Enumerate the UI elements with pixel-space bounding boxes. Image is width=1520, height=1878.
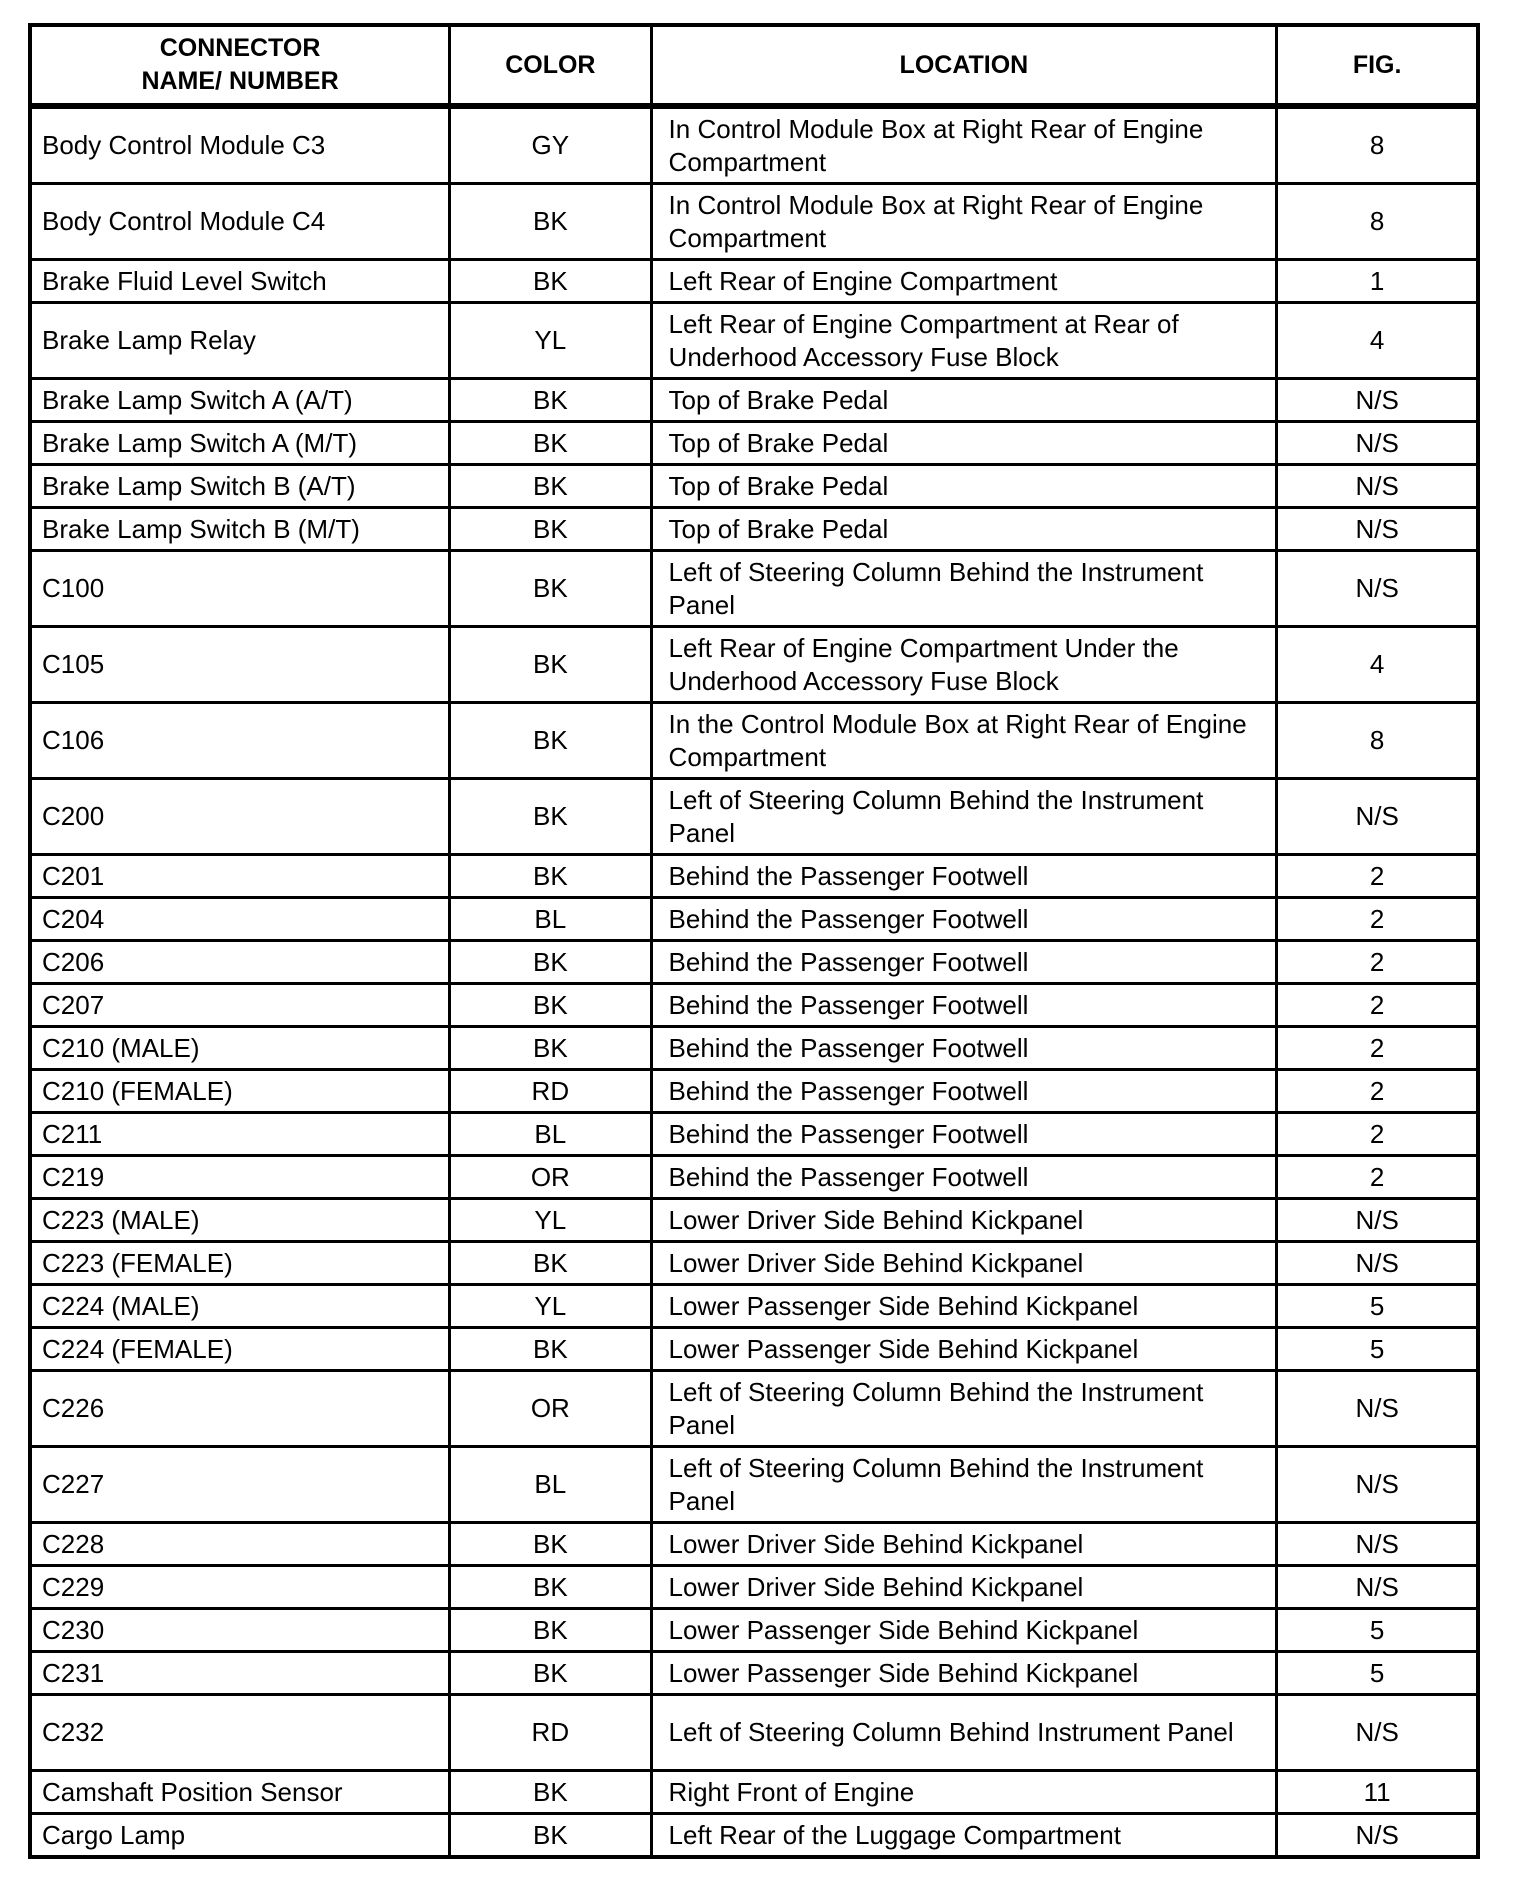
location-cell: Lower Passenger Side Behind Kickpanel: [651, 1285, 1277, 1328]
connector-name-cell: C106: [30, 703, 450, 779]
location-cell: Behind the Passenger Footwell: [651, 855, 1277, 898]
fig-cell: 8: [1277, 703, 1478, 779]
fig-cell: 2: [1277, 1070, 1478, 1113]
fig-cell: N/S: [1277, 465, 1478, 508]
location-cell: Lower Passenger Side Behind Kickpanel: [651, 1328, 1277, 1371]
connector-name-cell: C231: [30, 1652, 450, 1695]
location-cell: Top of Brake Pedal: [651, 508, 1277, 551]
table-row: [30, 184, 1478, 260]
location-cell: Behind the Passenger Footwell: [651, 1156, 1277, 1199]
table-row: [30, 260, 1478, 303]
connector-name-cell: C228: [30, 1523, 450, 1566]
fig-cell: 1: [1277, 260, 1478, 303]
location-cell: Right Front of Engine: [651, 1771, 1277, 1814]
fig-cell: N/S: [1277, 779, 1478, 855]
color-cell: BK: [450, 984, 651, 1027]
color-cell: BK: [450, 1814, 651, 1858]
fig-cell: N/S: [1277, 1242, 1478, 1285]
color-cell: BK: [450, 1027, 651, 1070]
connector-name-cell: C232: [30, 1695, 450, 1771]
location-cell: Behind the Passenger Footwell: [651, 984, 1277, 1027]
color-cell: BK: [450, 379, 651, 422]
fig-cell: 2: [1277, 1156, 1478, 1199]
location-cell: Behind the Passenger Footwell: [651, 898, 1277, 941]
connector-name-cell: Cargo Lamp: [30, 1814, 450, 1858]
location-cell: Lower Passenger Side Behind Kickpanel: [651, 1652, 1277, 1695]
color-cell: YL: [450, 1285, 651, 1328]
fig-cell: 5: [1277, 1652, 1478, 1695]
location-cell: Behind the Passenger Footwell: [651, 1027, 1277, 1070]
color-cell: BK: [450, 508, 651, 551]
color-cell: BK: [450, 1771, 651, 1814]
table-row: [30, 1242, 1478, 1285]
fig-cell: N/S: [1277, 1695, 1478, 1771]
color-cell: BK: [450, 422, 651, 465]
table-row: [30, 1070, 1478, 1113]
connector-name-cell: C200: [30, 779, 450, 855]
color-cell: GY: [450, 106, 651, 184]
header-fig: FIG.: [1277, 25, 1478, 106]
fig-cell: 2: [1277, 855, 1478, 898]
fig-cell: 2: [1277, 1113, 1478, 1156]
connector-name-cell: C224 (FEMALE): [30, 1328, 450, 1371]
connector-name-cell: Brake Lamp Switch B (A/T): [30, 465, 450, 508]
location-cell: Lower Passenger Side Behind Kickpanel: [651, 1609, 1277, 1652]
table-row: [30, 627, 1478, 703]
connector-name-cell: C230: [30, 1609, 450, 1652]
connector-name-cell: C219: [30, 1156, 450, 1199]
connector-name-cell: C207: [30, 984, 450, 1027]
connector-name-cell: C210 (FEMALE): [30, 1070, 450, 1113]
connector-name-cell: Brake Lamp Relay: [30, 303, 450, 379]
fig-cell: 2: [1277, 984, 1478, 1027]
table-row: [30, 855, 1478, 898]
table-row: [30, 984, 1478, 1027]
color-cell: BL: [450, 1447, 651, 1523]
table-row: [30, 508, 1478, 551]
color-cell: BK: [450, 779, 651, 855]
connector-name-cell: Body Control Module C3: [30, 106, 450, 184]
connector-name-cell: C105: [30, 627, 450, 703]
location-cell: Top of Brake Pedal: [651, 465, 1277, 508]
location-cell: Left Rear of Engine Compartment: [651, 260, 1277, 303]
header-connector-name: CONNECTOR NAME/ NUMBER: [30, 25, 450, 106]
location-cell: Lower Driver Side Behind Kickpanel: [651, 1242, 1277, 1285]
color-cell: BK: [450, 627, 651, 703]
connector-name-cell: Body Control Module C4: [30, 184, 450, 260]
header-location: LOCATION: [651, 25, 1277, 106]
fig-cell: 5: [1277, 1328, 1478, 1371]
color-cell: RD: [450, 1695, 651, 1771]
table-row: [30, 1113, 1478, 1156]
fig-cell: N/S: [1277, 1371, 1478, 1447]
table-row: [30, 1609, 1478, 1652]
location-cell: Left of Steering Column Behind the Instrument Panel: [651, 1371, 1277, 1447]
location-cell: Lower Driver Side Behind Kickpanel: [651, 1523, 1277, 1566]
fig-cell: 5: [1277, 1285, 1478, 1328]
location-cell: Behind the Passenger Footwell: [651, 1070, 1277, 1113]
table-row: [30, 1523, 1478, 1566]
location-cell: In Control Module Box at Right Rear of Engine Compartment: [651, 184, 1277, 260]
connector-name-cell: Brake Fluid Level Switch: [30, 260, 450, 303]
fig-cell: N/S: [1277, 1523, 1478, 1566]
color-cell: BK: [450, 184, 651, 260]
table-row: [30, 779, 1478, 855]
location-cell: Left of Steering Column Behind Instrument Panel: [651, 1695, 1277, 1771]
table-row: [30, 1814, 1478, 1858]
connector-name-cell: C227: [30, 1447, 450, 1523]
color-cell: BK: [450, 260, 651, 303]
fig-cell: 2: [1277, 1027, 1478, 1070]
color-cell: BK: [450, 1566, 651, 1609]
fig-cell: 8: [1277, 184, 1478, 260]
table-row: [30, 1447, 1478, 1523]
color-cell: BK: [450, 941, 651, 984]
connector-name-cell: C223 (FEMALE): [30, 1242, 450, 1285]
table-row: [30, 1371, 1478, 1447]
location-cell: Lower Driver Side Behind Kickpanel: [651, 1199, 1277, 1242]
table-row: [30, 1027, 1478, 1070]
table-row: [30, 1156, 1478, 1199]
color-cell: BK: [450, 1652, 651, 1695]
connector-name-cell: Camshaft Position Sensor: [30, 1771, 450, 1814]
connector-name-cell: Brake Lamp Switch A (A/T): [30, 379, 450, 422]
connector-name-cell: C224 (MALE): [30, 1285, 450, 1328]
table-row: [30, 1199, 1478, 1242]
table-row: [30, 703, 1478, 779]
fig-cell: N/S: [1277, 551, 1478, 627]
table-row: [30, 465, 1478, 508]
color-cell: BL: [450, 1113, 651, 1156]
connector-name-cell: C229: [30, 1566, 450, 1609]
location-cell: In Control Module Box at Right Rear of Engine Compartment: [651, 106, 1277, 184]
color-cell: BK: [450, 1242, 651, 1285]
header-row: [30, 25, 1478, 106]
location-cell: Left of Steering Column Behind the Instrument Panel: [651, 1447, 1277, 1523]
location-cell: Lower Driver Side Behind Kickpanel: [651, 1566, 1277, 1609]
connector-name-cell: Brake Lamp Switch B (M/T): [30, 508, 450, 551]
fig-cell: N/S: [1277, 508, 1478, 551]
fig-cell: N/S: [1277, 1566, 1478, 1609]
color-cell: BK: [450, 1328, 651, 1371]
fig-cell: 5: [1277, 1609, 1478, 1652]
location-cell: Left of Steering Column Behind the Instrument Panel: [651, 779, 1277, 855]
table-row: [30, 898, 1478, 941]
color-cell: BK: [450, 1523, 651, 1566]
color-cell: YL: [450, 303, 651, 379]
fig-cell: 11: [1277, 1771, 1478, 1814]
color-cell: YL: [450, 1199, 651, 1242]
table-row: [30, 422, 1478, 465]
header-color: COLOR: [450, 25, 651, 106]
connector-name-cell: C223 (MALE): [30, 1199, 450, 1242]
location-cell: Left Rear of Engine Compartment Under the Underhood Accessory Fuse Block: [651, 627, 1277, 703]
color-cell: BL: [450, 898, 651, 941]
location-cell: Behind the Passenger Footwell: [651, 941, 1277, 984]
table-row: [30, 551, 1478, 627]
fig-cell: 2: [1277, 941, 1478, 984]
connector-name-cell: Brake Lamp Switch A (M/T): [30, 422, 450, 465]
fig-cell: 2: [1277, 898, 1478, 941]
table-row: [30, 1566, 1478, 1609]
color-cell: OR: [450, 1371, 651, 1447]
table-row: [30, 106, 1478, 184]
table-row: [30, 1652, 1478, 1695]
fig-cell: N/S: [1277, 379, 1478, 422]
color-cell: BK: [450, 465, 651, 508]
fig-cell: N/S: [1277, 1199, 1478, 1242]
connector-name-cell: C210 (MALE): [30, 1027, 450, 1070]
location-cell: Behind the Passenger Footwell: [651, 1113, 1277, 1156]
connector-name-cell: C211: [30, 1113, 450, 1156]
location-cell: Left Rear of the Luggage Compartment: [651, 1814, 1277, 1858]
location-cell: Left of Steering Column Behind the Instrument Panel: [651, 551, 1277, 627]
color-cell: BK: [450, 703, 651, 779]
color-cell: BK: [450, 855, 651, 898]
fig-cell: N/S: [1277, 422, 1478, 465]
connector-name-cell: C206: [30, 941, 450, 984]
connector-table: [28, 23, 1480, 1859]
connector-name-cell: C226: [30, 1371, 450, 1447]
fig-cell: N/S: [1277, 1447, 1478, 1523]
fig-cell: 4: [1277, 303, 1478, 379]
color-cell: BK: [450, 1609, 651, 1652]
table-row: [30, 1695, 1478, 1771]
table-row: [30, 303, 1478, 379]
table-row: [30, 1771, 1478, 1814]
fig-cell: 4: [1277, 627, 1478, 703]
table-row: [30, 1285, 1478, 1328]
connector-name-cell: C204: [30, 898, 450, 941]
fig-cell: N/S: [1277, 1814, 1478, 1858]
color-cell: RD: [450, 1070, 651, 1113]
connector-name-cell: C100: [30, 551, 450, 627]
table-row: [30, 1328, 1478, 1371]
table-row: [30, 941, 1478, 984]
fig-cell: 8: [1277, 106, 1478, 184]
color-cell: OR: [450, 1156, 651, 1199]
color-cell: BK: [450, 551, 651, 627]
connector-name-cell: C201: [30, 855, 450, 898]
location-cell: In the Control Module Box at Right Rear of Engine Compartment: [651, 703, 1277, 779]
location-cell: Top of Brake Pedal: [651, 379, 1277, 422]
location-cell: Left Rear of Engine Compartment at Rear of Underhood Accessory Fuse Block: [651, 303, 1277, 379]
location-cell: Top of Brake Pedal: [651, 422, 1277, 465]
table-row: [30, 379, 1478, 422]
